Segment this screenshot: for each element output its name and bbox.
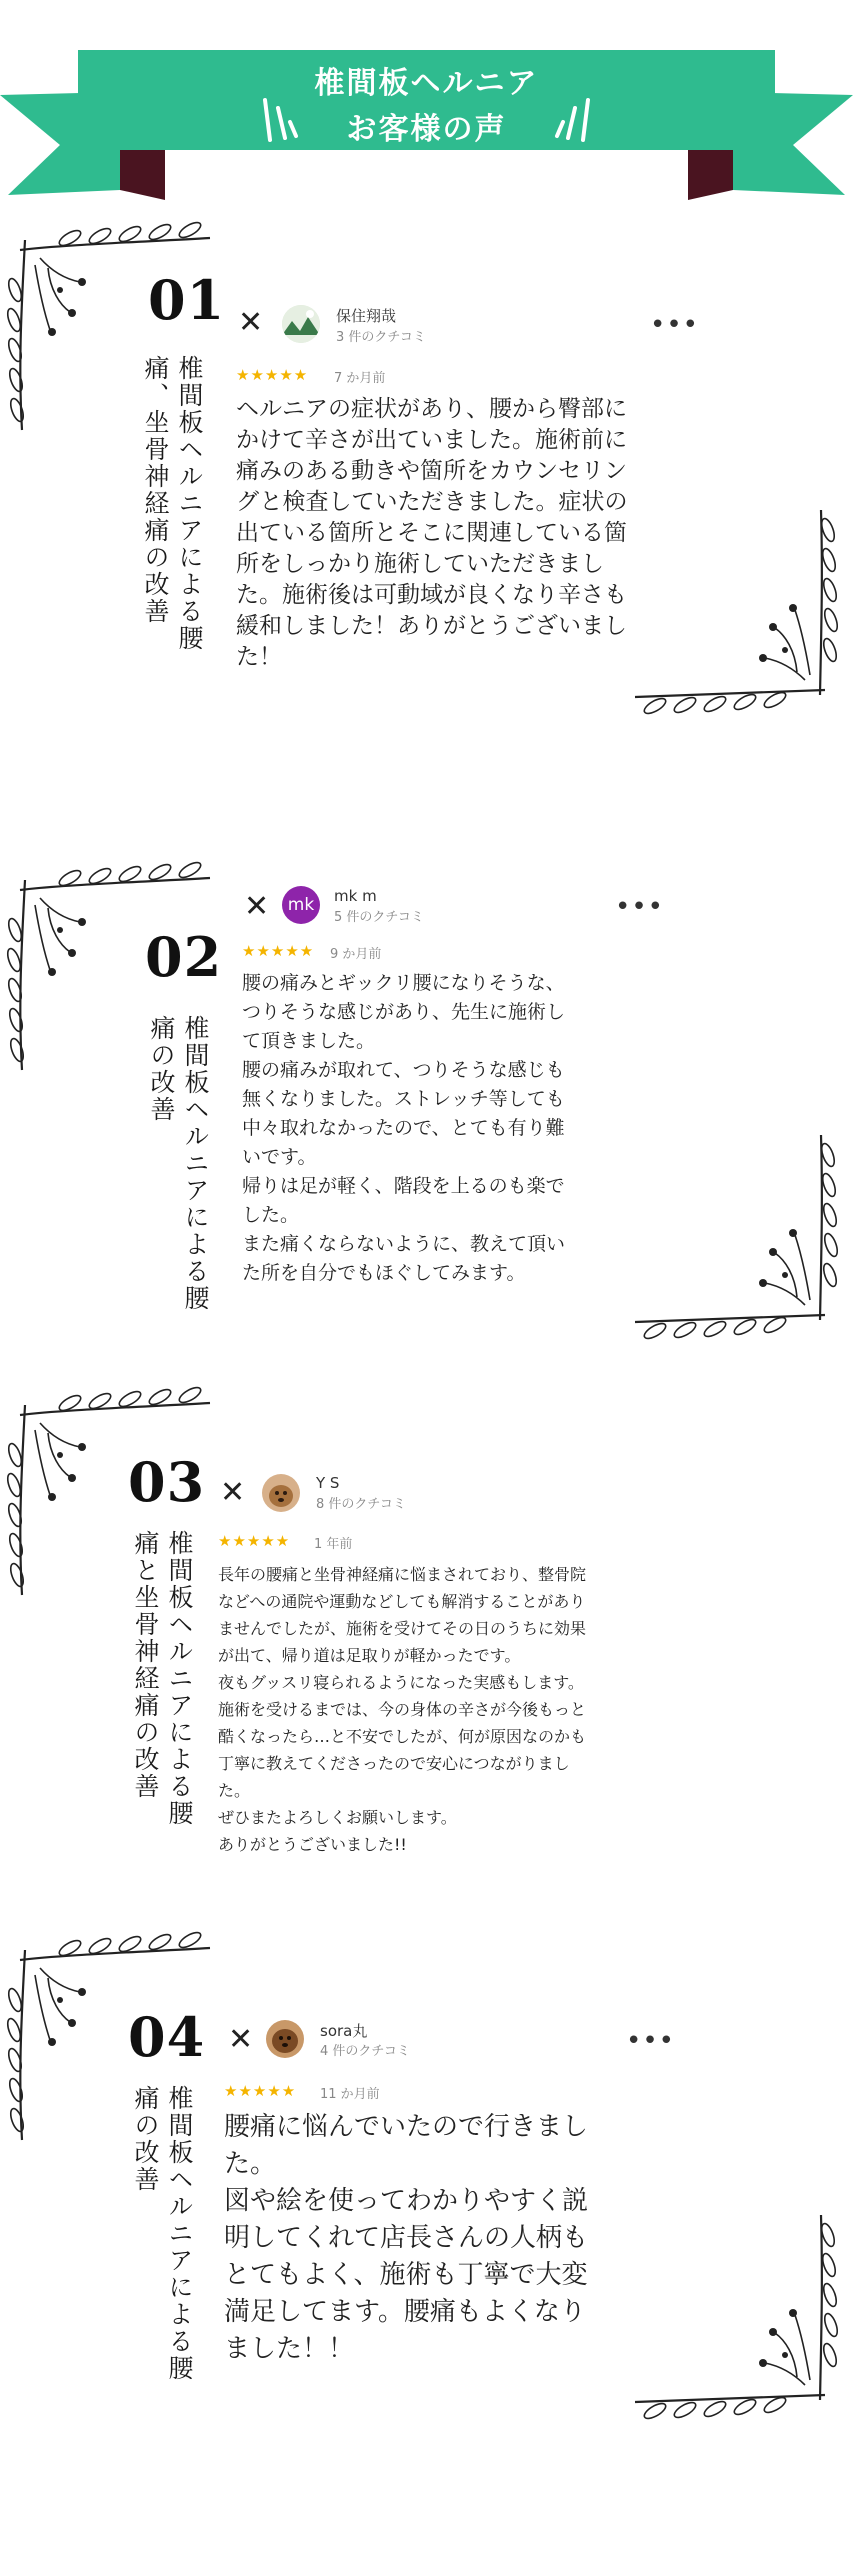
- review-text-line: 長年の腰痛と坐骨神経痛に悩まされており、整骨院: [218, 1565, 587, 1584]
- review-time: 1 年前: [314, 1537, 353, 1552]
- review-title: 椎間板ヘルニアによる腰痛の改善: [131, 2085, 194, 2382]
- review-text-line: が出て、帰り道は足取りが軽かったです。: [218, 1646, 521, 1665]
- review-text-line: ありがとうございました!!: [218, 1835, 407, 1854]
- review-text-line: 丁寧に教えてくださったので安心につながりまし: [218, 1754, 570, 1773]
- review-text-line: 施術を受けるまでは、今の身体の辛さが今後もっと: [218, 1700, 587, 1719]
- close-icon[interactable]: ✕: [220, 1475, 246, 1510]
- review-text-line: 腰の痛みとギックリ腰になりそうな、: [242, 972, 565, 994]
- review-number: 04: [128, 2005, 206, 2069]
- review-number: 01: [148, 268, 226, 332]
- review-text-line: 腰痛に悩んでいたので行きまし: [224, 2112, 589, 2142]
- more-options-icon[interactable]: •••: [626, 2026, 676, 2056]
- review-text-line: た。施術後は可動域が良くなり辛さも: [236, 582, 627, 608]
- review-text-line: ました！！: [224, 2334, 355, 2364]
- reviewer-name[interactable]: Y S: [316, 1474, 340, 1492]
- star-rating: ★★★★★: [242, 942, 315, 960]
- review-text-line: 中々取れなかったので、とても有り難: [242, 1117, 565, 1139]
- review-title: 椎間板ヘルニアによる腰痛、坐骨神経痛の改善: [141, 355, 204, 652]
- review-text: [224, 2109, 588, 2368]
- review-text-line: た所を自分でもほぐしてみます。: [242, 1262, 526, 1284]
- review-text-line: 明してくれて店長さんの人柄も: [224, 2223, 589, 2253]
- review-text-line: 夜もグッスリ寝られるようになった実感もします。: [218, 1673, 584, 1692]
- close-icon[interactable]: ✕: [238, 305, 264, 340]
- review-text-line: また痛くならないように、教えて頂い: [242, 1233, 566, 1255]
- star-rating: ★★★★★: [224, 2082, 297, 2100]
- reviewer-name[interactable]: mk m: [334, 887, 377, 905]
- review-text-line: た。: [218, 1781, 251, 1800]
- review-text-line: 出ている箇所とそこに関連している箇: [236, 520, 627, 546]
- review-number: 03: [128, 1450, 206, 1514]
- review-text-line: 酷くなったら…と不安でしたが、何が原因なのかも: [218, 1727, 587, 1746]
- more-options-icon[interactable]: •••: [650, 310, 700, 340]
- review-text-line: ませんでしたが、施術を受けてその日のうちに効果: [218, 1619, 587, 1638]
- review-text-line: 満足してます。腰痛もよくなり: [224, 2297, 586, 2327]
- initials-avatar[interactable]: mk: [282, 886, 320, 924]
- review-text: [218, 1561, 586, 1858]
- pet-photo-avatar-icon[interactable]: [266, 2020, 304, 2058]
- review-time: 7 か月前: [334, 371, 386, 386]
- review-text-line: つりそうな感じがあり、先生に施術し: [242, 1001, 566, 1023]
- reviewer-name[interactable]: sora丸: [320, 2022, 368, 2040]
- star-rating: ★★★★★: [218, 1532, 291, 1550]
- review-title: 椎間板ヘルニアによる腰痛の改善: [147, 1015, 210, 1312]
- star-rating: ★★★★★: [236, 366, 309, 384]
- review-text-line: ヘルニアの症状があり、腰から臀部に: [236, 396, 627, 422]
- review-text-line: グと検査していただきました。症状の: [236, 489, 628, 515]
- review-text-line: 腰の痛みが取れて、つりそうな感じも: [242, 1059, 565, 1081]
- reviewer-review-count: 5 件のクチコミ: [334, 910, 424, 925]
- review-text-line: かけて辛さが出ていました。施術前に: [236, 427, 627, 453]
- review-text-line: 無くなりました。ストレッチ等しても: [242, 1088, 565, 1110]
- reviewer-name[interactable]: 保住翔哉: [336, 307, 397, 325]
- vine-ornament-icon: [625, 500, 845, 730]
- vine-ornament-icon: [625, 2205, 845, 2435]
- review-text-line: などへの通院や運動などしても解消することがあり: [218, 1592, 586, 1611]
- reviewer-review-count: 4 件のクチコミ: [320, 2044, 410, 2059]
- vine-ornament-icon: [625, 1125, 845, 1355]
- review-text-line: 痛みのある動きや箇所をカウンセリン: [236, 458, 627, 484]
- banner-subtitle: お客様の声: [346, 112, 507, 147]
- review-text-line: 緩和しました！ありがとうございまし: [236, 613, 627, 639]
- review-text-line: とてもよく、施術も丁寧で大変: [224, 2260, 588, 2290]
- review-text-line: て頂きました。: [242, 1030, 376, 1052]
- close-icon[interactable]: ✕: [244, 889, 270, 924]
- banner-title: 椎間板ヘルニア: [314, 66, 539, 101]
- review-text-line: 図や絵を使ってわかりやすく説: [224, 2186, 589, 2216]
- review-text-line: 帰りは足が軽く、階段を上るのも楽で: [242, 1175, 565, 1197]
- review-text-line: た！: [236, 644, 282, 670]
- more-options-icon[interactable]: •••: [615, 892, 665, 922]
- landscape-avatar-icon[interactable]: [282, 305, 320, 343]
- review-text-line: いです。: [242, 1146, 317, 1168]
- review-text: [242, 969, 565, 1288]
- review-text-line: 所をしっかり施術していただきまし: [236, 551, 604, 577]
- review-time: 9 か月前: [330, 947, 382, 962]
- reviewer-review-count: 8 件のクチコミ: [316, 1497, 406, 1512]
- close-icon[interactable]: ✕: [228, 2022, 254, 2057]
- review-text-line: た。: [224, 2149, 277, 2179]
- review-title: 椎間板ヘルニアによる腰痛と坐骨神経痛の改善: [131, 1530, 194, 1827]
- review-time: 11 か月前: [320, 2087, 380, 2102]
- review-number: 02: [145, 925, 223, 989]
- review-text: [236, 394, 627, 673]
- review-text-line: ぜひまたよろしくお願いします。: [218, 1808, 457, 1827]
- dog-photo-avatar-icon[interactable]: [262, 1474, 300, 1512]
- reviewer-review-count: 3 件のクチコミ: [336, 330, 426, 345]
- header-banner: [0, 0, 853, 200]
- review-text-line: した。: [242, 1204, 300, 1226]
